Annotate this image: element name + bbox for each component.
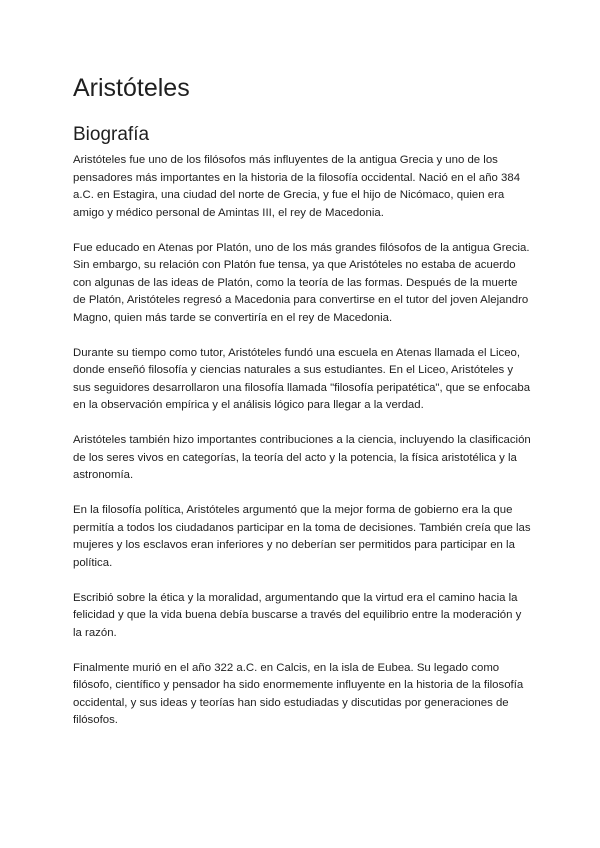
paragraph-lyceum: Durante su tiempo como tutor, Aristóteles fundó una escuela en Atenas llamada el Liceo, donde enseñó filosofía y ciencias naturales a sus estudiantes. En el Liceo, Aristóteles y sus seguidores desarrollaron una filosofía llamada "filosofía peripatética", que se enfocaba en la observación empírica y el análisis lógico para llegar a la verdad. [73, 346, 531, 411]
section-heading: Biografía [73, 124, 150, 145]
paragraph-ethics: Escribió sobre la ética y la moralidad, argumentando que la virtud era el camino hacia la felicidad y que la vida buena debía buscarse a través del equilibrio entre la moderación y la razón. [73, 591, 522, 639]
document-title: Aristóteles [73, 74, 190, 102]
paragraph-education: Fue educado en Atenas por Platón, uno de los más grandes filósofos de la antigua Grecia. Sin embargo, su relación con Platón fue tensa, ya que Aristóteles no estaba de acuerdo con algunas de las ideas de Platón, como la teoría de las formas. Después de la muerte de Platón, Aristóteles regresó a Macedonia para convertirse en el tutor del joven Alejandro Magno, quien más tarde se convertiría en el rey de Macedonia. [73, 241, 530, 324]
paragraph-birth: Aristóteles fue uno de los filósofos más influyentes de la antigua Grecia y uno de los pensadores más importantes en la historia de la filosofía occidental. Nació en el año 384 a.C. en Estagira, una ciudad del norte de Grecia, y fue el hijo de Nicómaco, quien era amigo y médico personal de Amintas III, el rey de Macedonia. [73, 154, 521, 219]
paragraph-politics: En la filosofía política, Aristóteles argumentó que la mejor forma de gobierno era la que permitía a todos los ciudadanos participar en la toma de decisiones. También creía que las mujeres y los esclavos eran inferiores y no deberían ser permitidos para participar en la política. [73, 504, 531, 569]
paragraph-science: Aristóteles también hizo importantes contribuciones a la ciencia, incluyendo la clasificación de los seres vivos en categorías, la teoría del acto y la potencia, la física aristotélica y la astronomía. [73, 434, 531, 481]
document-page [73, 72, 533, 747]
paragraph-death-legacy: Finalmente murió en el año 322 a.C. en Calcis, en la isla de Eubea. Su legado como filósofo, científico y pensador ha sido enormemente influyente en la historia de la filosofía occidental, y sus ideas y teorías han sido estudiadas y discutidas por generaciones de filósofos. [73, 661, 524, 726]
